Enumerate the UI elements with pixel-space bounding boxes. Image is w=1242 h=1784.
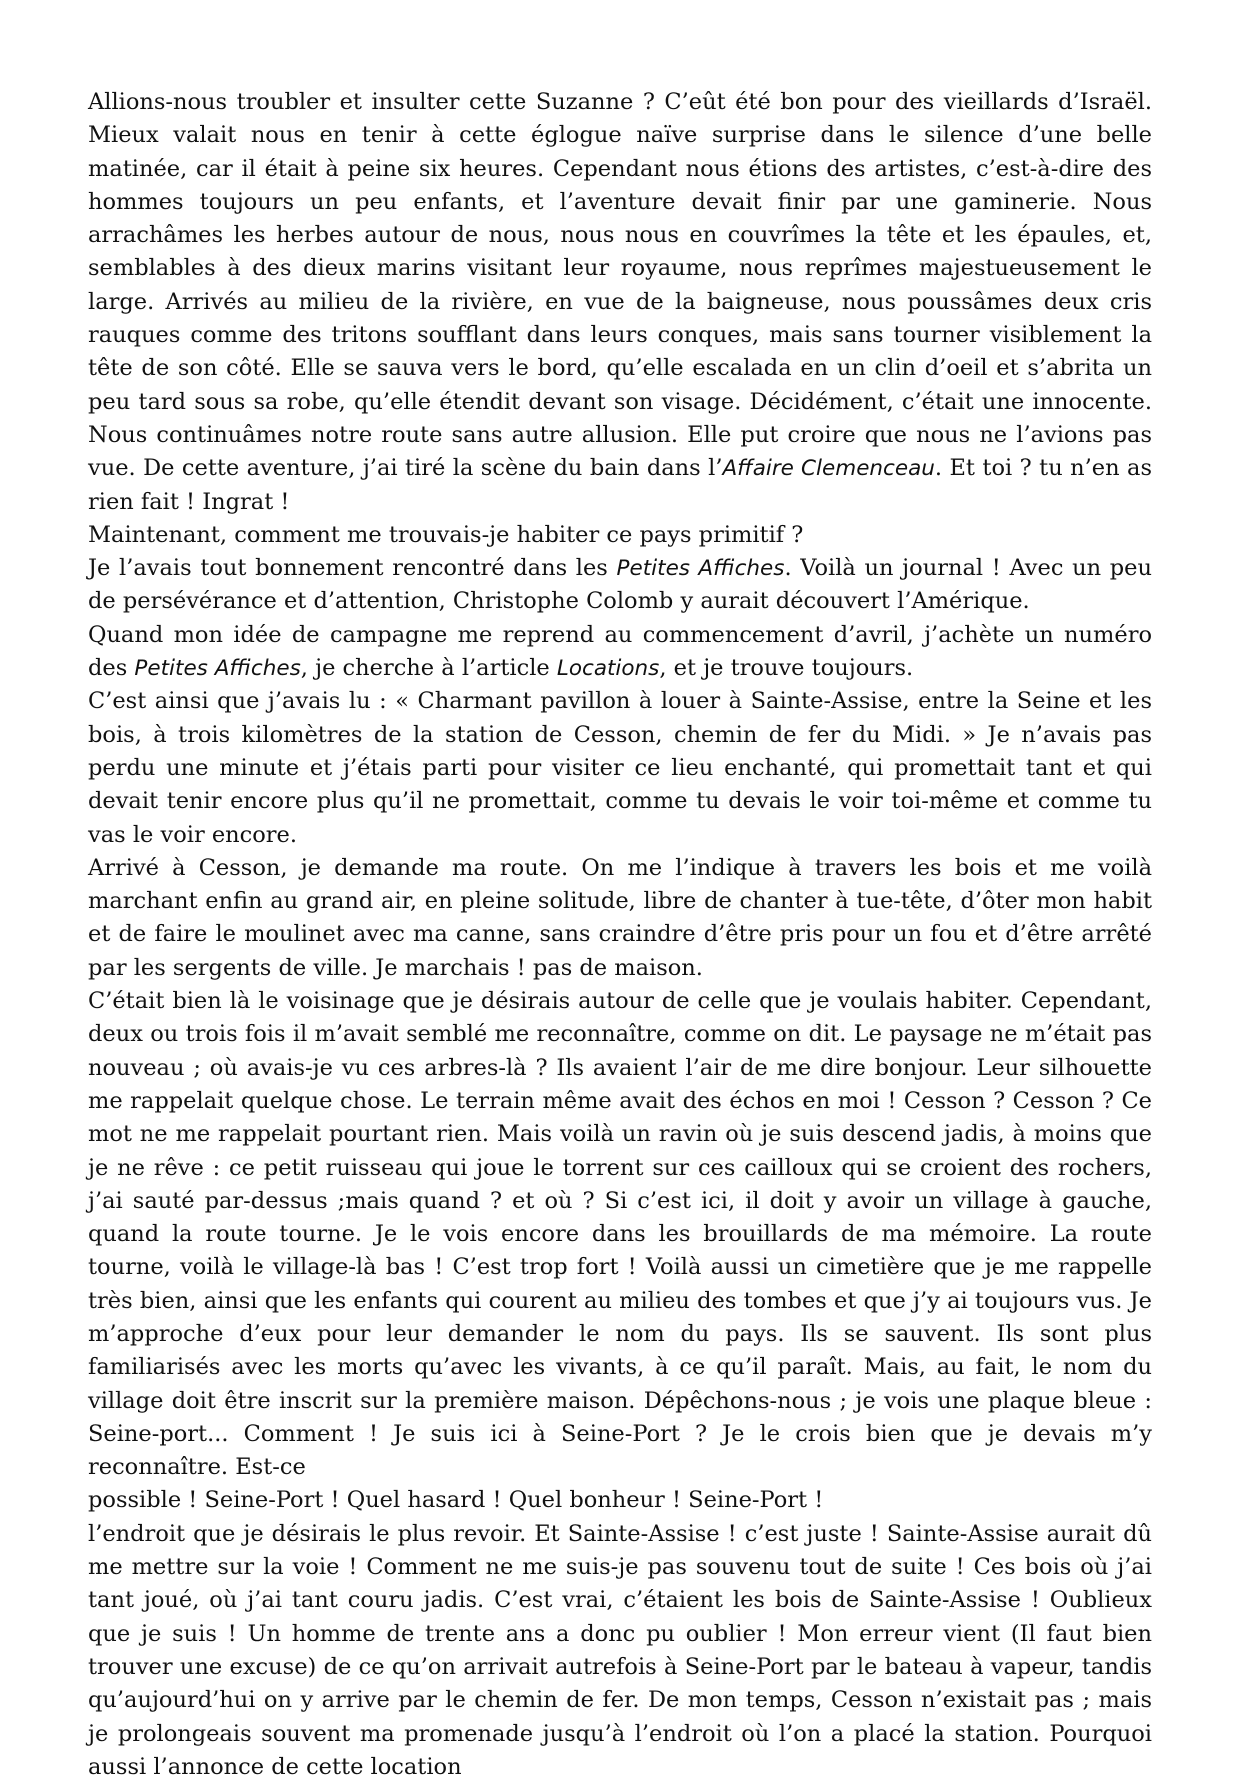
document-body <box>88 86 1152 1784</box>
paragraph-baigneuse: Allions-nous troubler et insulter cette Suzanne ? C’eût été bon pour des vieillards d’Israël. Mieux valait nous en tenir à cette églogue naïve surprise dans le silence d’une belle matinée, car il était à peine six heures. Cependant nous étions des artistes, c’est-à-dire des hommes toujours un peu enfants, et l’aventure devait finir par une gaminerie. Nous arrachâmes les herbes autour de nous, nous nous en couvrîmes la tête et les épaules, et, semblables à des dieux marins visitant leur royaume, nous reprîmes majestueusement le large. Arrivés au milieu de la rivière, en vue de la baigneuse, nous poussâmes deux cris rauques comme des tritons soufflant dans leurs conques, mais sans tourner visiblement la tête de son côté. Elle se sauva vers le bord, qu’elle escalada en un clin d’oeil et s’abrita un peu tard sous sa robe, qu’elle étendit devant son visage. Décidément, c’était une innocente. Nous continuâmes notre route sans autre allusion. Elle put croire que nous ne l’avions pas vue. De cette aventure, j’ai tiré la scène du bain dans l’Affaire Clemenceau. Et toi ? tu n’en as rien fait ! Ingrat ! <box>88 89 1152 515</box>
paragraph-seine-port-exclamation: possible ! Seine-Port ! Quel hasard ! Quel bonheur ! Seine-Port ! <box>88 1487 824 1514</box>
paragraph-annonce: C’est ainsi que j’avais lu : « Charmant pavillon à louer à Sainte-Assise, entre la Seine et les bois, à trois kilomètres de la station de Cesson, chemin de fer du Midi. » Je n’avais pas perdu une minute et j’étais parti pour visiter ce lieu enchanté, qui promettait tant et qui devait tenir encore plus qu’il ne promettait, comme tu devais le voir toi-même et comme tu vas le voir encore. <box>88 688 1152 848</box>
journal-title-petites-affiches: Petites Affiches <box>616 556 785 582</box>
paragraph-petites-affiches: Je l’avais tout bonnement rencontré dans les Petites Affiches. Voilà un journal ! Avec un peu de persévérance et d’attention, Christophe Colomb y aurait découvert l’Amérique. <box>88 555 1152 615</box>
paragraph-voisinage: C’était bien là le voisinage que je désirais autour de celle que je voulais habiter. Cependant, deux ou trois fois il m’avait semblé me reconnaître, comme on dit. Le paysage ne m’était pas nouveau ; où avais-je vu ces arbres-là ? Ils avaient l’air de me dire bonjour. Leur silhouette me rappelait quelque chose. Le terrain même avait des échos en moi ! Cesson ? Cesson ? Ce mot ne me rappelait pourtant rien. Mais voilà un ravin où je suis descend jadis, à moins que je ne rêve : ce petit ruisseau qui joue le torrent sur ces cailloux qui se croient des rochers, j’ai sauté par-dessus ;mais quand ? et où ? Si c’est ici, il doit y avoir un village à gauche, quand la route tourne. Je le vois encore dans les brouillards de ma mémoire. La route tourne, voilà le village-là bas ! C’est trop fort ! Voilà aussi un cimetière que je me rappelle très bien, ainsi que les enfants qui courent au milieu des tombes et que j’y ai toujours vus. Je m’approche d’eux pour leur demander le nom du pays. Ils se sauvent. Ils sont plus familiarisés avec les morts qu’avec les vivants, à ce qu’il paraît. Mais, au fait, le nom du village doit être inscrit sur la première maison. Dépêchons-nous ; je vois une plaque bleue : Seine-port... Comment ! Je suis ici à Seine-Port ? Je le crois bien que je devais m’y reconnaître. Est-ce <box>88 988 1152 1481</box>
book-title-affaire-clemenceau: Affaire Clemenceau <box>722 456 935 482</box>
paragraph-sainte-assise: l’endroit que je désirais le plus revoir. Et Sainte-Assise ! c’est juste ! Sainte-Assise aurait dû me mettre sur la voie ! Comment ne me suis-je pas souvenu tout de suite ! Ces bois où j’ai tant joué, où j’ai tant couru jadis. C’est vrai, c’étaient les bois de Sainte-Assise ! Oublieux que je suis ! Un homme de trente ans a donc pu oublier ! Mon erreur vient (Il faut bien trouver une excuse) de ce qu’on arrivait autrefois à Seine-Port par le bateau à vapeur, tandis qu’aujourd’hui on y arrive par le chemin de fer. De mon temps, Cesson n’existait pas ; mais je prolongeais souvent ma promenade jusqu’à l’endroit où l’on a placé la station. Pourquoi aussi l’annonce de cette location <box>88 1520 1152 1780</box>
paragraph-campagne: Quand mon idée de campagne me reprend au commencement d’avril, j’achète un numéro des Petites Affiches, je cherche à l’article Locations, et je trouve toujours. <box>88 621 1152 682</box>
journal-title-petites-affiches: Petites Affiches <box>134 656 301 682</box>
section-title-locations: Locations <box>556 656 660 682</box>
paragraph-maintenant: Maintenant, comment me trouvais-je habiter ce pays primitif ? <box>88 521 804 548</box>
paragraph-arrive-cesson: Arrivé à Cesson, je demande ma route. On me l’indique à travers les bois et me voilà marchant enfin au grand air, en pleine solitude, libre de chanter à tue-tête, d’ôter mon habit et de faire le moulinet avec ma canne, sans craindre d’être pris pour un fou et d’être arrêté par les sergents de ville. Je marchais ! pas de maison. <box>88 854 1152 981</box>
